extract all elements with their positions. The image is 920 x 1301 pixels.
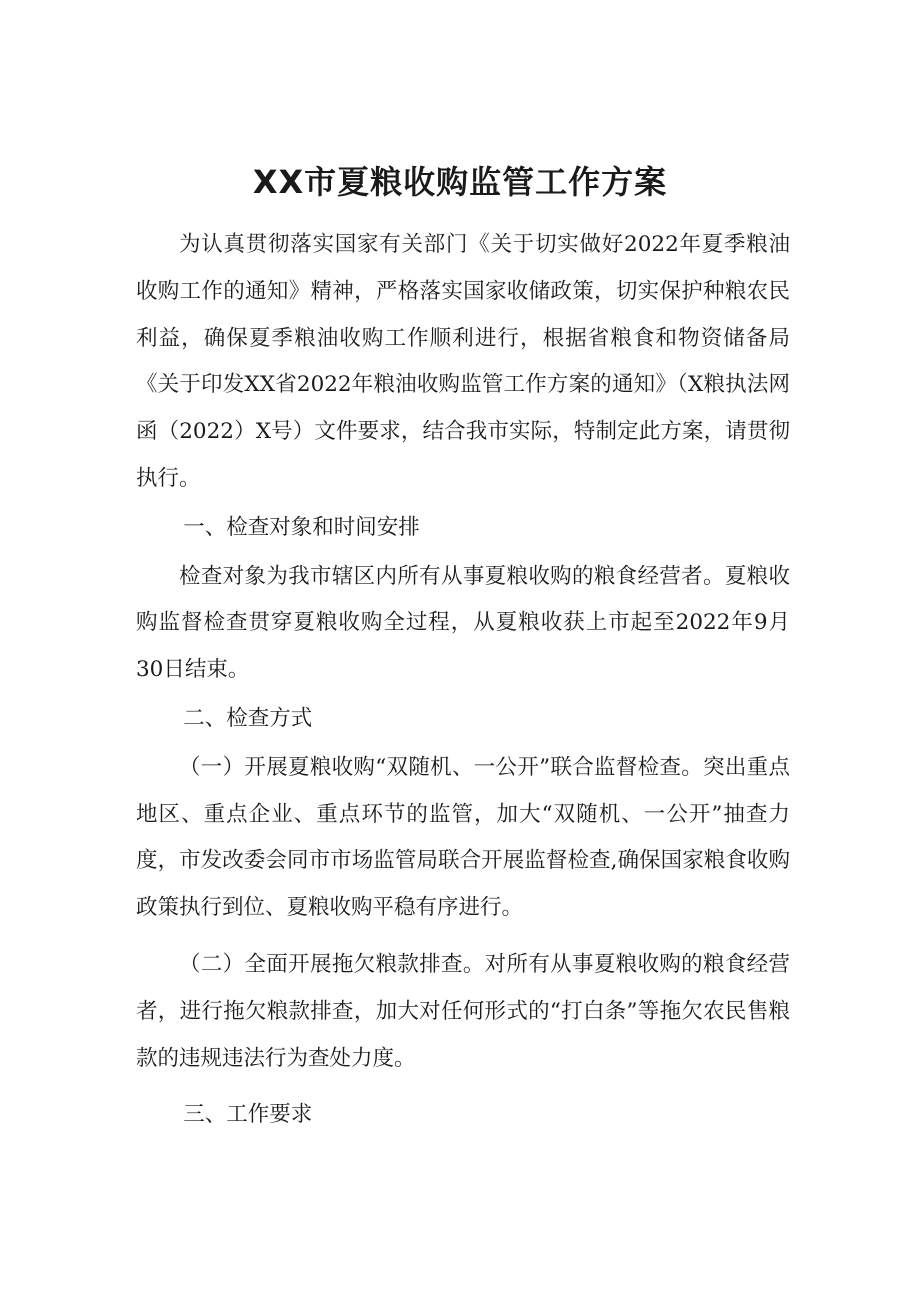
section-heading-3: 三、工作要求: [183, 1102, 313, 1128]
document-body: [136, 222, 790, 1139]
section-2-item-2-paragraph: （二）全面开展拖欠粮款排查。对所有从事夏粮收购的粮食经营者，进行拖欠粮款排查，加大对任何形式的“打白条”等拖欠农民售粮款的违规违法行为查处力度。: [136, 951, 790, 1071]
section-heading-1: 一、检查对象和时间安排: [183, 514, 420, 540]
section-1-paragraph: 检查对象为我市辖区内所有从事夏粮收购的粮食经营者。夏粮收购监督检查贯穿夏粮收购全过程，从夏粮收获上市起至2022年9月30日结束。: [136, 563, 790, 683]
section-2-item-1-paragraph: （一）开展夏粮收购“双随机、一公开”联合监督检查。突出重点地区、重点企业、重点环节的监管，加大“双随机、一公开”抽查力度，市发改委会同市市场监管局联合开展监督检查,确保国家粮食收购政策执行到位、夏粮收购平稳有序进行。: [136, 754, 790, 921]
section-heading-2: 二、检查方式: [183, 705, 313, 731]
intro-paragraph: 为认真贯彻落实国家有关部门《关于切实做好2022年夏季粮油收购工作的通知》精神，严格落实国家收储政策，切实保护种粮农民利益，确保夏季粮油收购工作顺利进行，根据省粮食和物资储备局《关于印发XX省2022年粮油收购监管工作方案的通知》（X粮执法网函（2022）X号）文件要求，结合我市实际，特制定此方案，请贯彻执行。: [136, 232, 790, 491]
document-title: XX市夏粮收购监管工作方案: [252, 163, 668, 201]
